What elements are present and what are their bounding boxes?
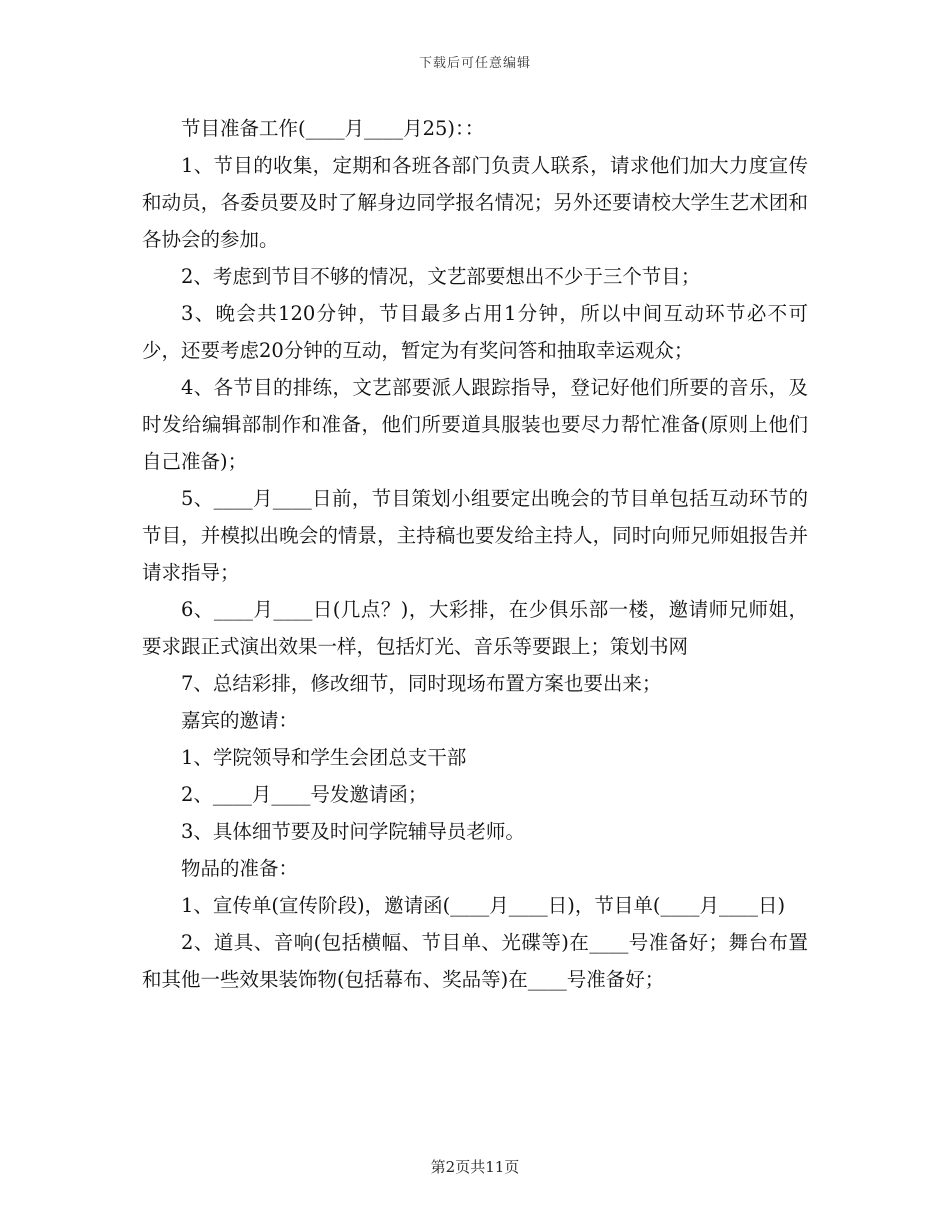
paragraph-item: 1、学院领导和学生会团总支干部: [181, 746, 467, 769]
paragraph-item: 1、节目的收集，定期和各班各部门负责人联系，请求他们加大力度宣传和动员，各委员要及时了解身边同学报名情况；另外还要请校大学生艺术团和各协会的参加。: [142, 154, 808, 251]
section-title-program-prep: 节目准备工作(____月____月25)：：: [181, 117, 485, 140]
paragraph-item: 2、考虑到节目不够的情况，文艺部要想出不少于三个节目；: [181, 265, 701, 288]
paragraph-item: 2、道具、音响(包括横幅、节目单、光碟等)在____号准备好；舞台布置和其他一些效果装饰物(包括幕布、奖品等)在____号准备好；: [142, 931, 808, 991]
paragraph-item: 2、____月____号发邀请函；: [181, 783, 428, 806]
section-title-guest-invitation: 嘉宾的邀请：: [181, 709, 299, 732]
paragraph-item: 3、具体细节要及时问学院辅导员老师。: [181, 820, 525, 843]
paragraph-item: 6、____月____日(几点？)，大彩排，在少俱乐部一楼，邀请师兄师姐，要求跟正式演出效果一样，包括灯光、音乐等要跟上；策划书网: [142, 598, 808, 658]
page-header: 下载后可任意编辑: [418, 56, 531, 71]
paragraph-item: 5、____月____日前，节目策划小组要定出晚会的节目单包括互动环节的节目，并模拟出晚会的情景，主持稿也要发给主持人，同时向师兄师姐报告并请求指导；: [142, 487, 808, 584]
section-title-supplies: 物品的准备：: [181, 857, 299, 880]
page-footer: 第2页共11页: [430, 1158, 520, 1176]
paragraph-item: 3、晚会共120分钟，节目最多占用1分钟，所以中间互动环节必不可少，还要考虑20分钟的互动，暂定为有奖问答和抽取幸运观众；: [142, 302, 808, 362]
paragraph-item: 4、各节目的排练，文艺部要派人跟踪指导，登记好他们所要的音乐，及时发给编辑部制作和准备，他们所要道具服装也要尽力帮忙准备(原则上他们自己准备)；: [142, 376, 808, 473]
document-body: [142, 110, 808, 998]
paragraph-item: 7、总结彩排，修改细节，同时现场布置方案也要出来；: [181, 672, 662, 695]
paragraph-item: 1、宣传单(宣传阶段)，邀请函(____月____日)，节目单(____月____日): [181, 894, 786, 917]
